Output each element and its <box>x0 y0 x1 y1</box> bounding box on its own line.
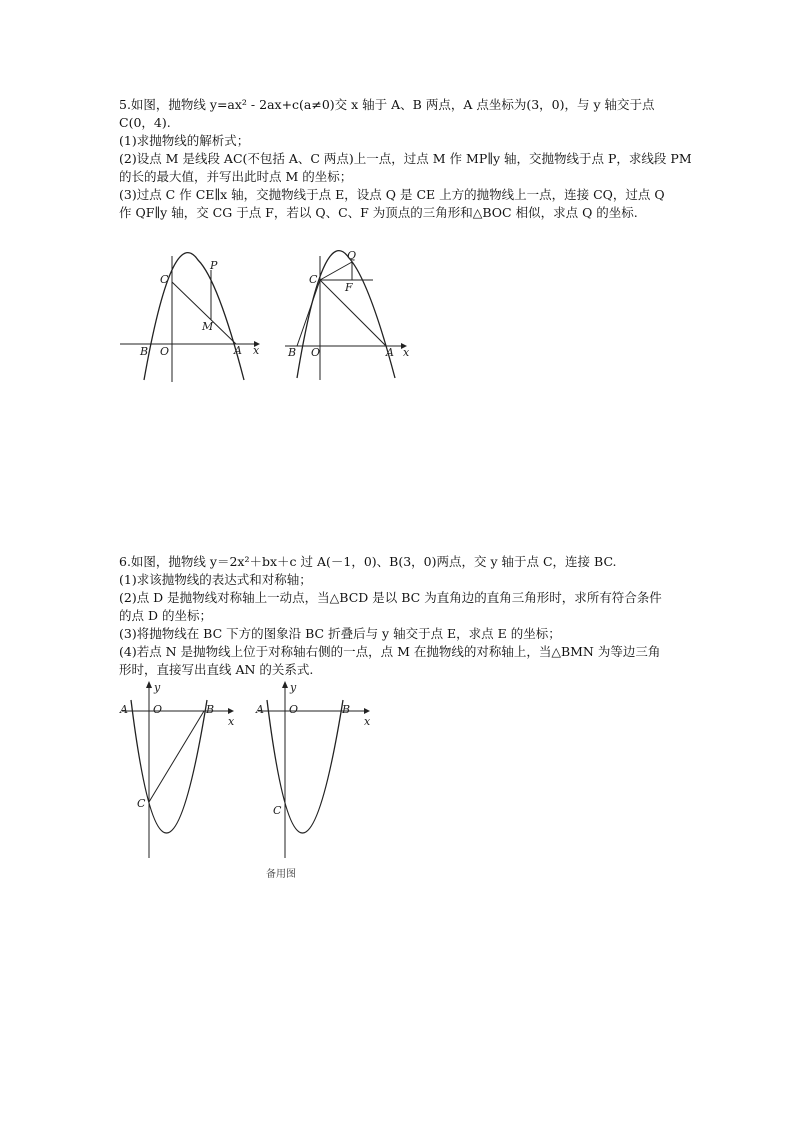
problem-6 <box>119 553 704 679</box>
problem-6-question-4-line2: 形时，直接写出直线 AN 的关系式. <box>119 662 314 677</box>
label-y: y <box>290 681 297 694</box>
label-M: M <box>202 320 214 333</box>
figure-5-left <box>118 250 268 385</box>
problem-6-stem: 6.如图，抛物线 y＝2x²＋bx＋c 过 A(－1，0)、B(3，0)两点，交 y 轴于点 C，连接 BC. <box>119 554 617 569</box>
label-C: C <box>309 273 318 286</box>
problem-6-question-1: (1)求该抛物线的表达式和对称轴； <box>119 572 312 587</box>
parabola <box>131 700 207 833</box>
label-y: y <box>154 681 161 694</box>
parabola <box>144 253 244 380</box>
label-F: F <box>345 281 353 294</box>
label-C: C <box>137 797 146 810</box>
label-A: A <box>234 344 242 357</box>
label-B: B <box>342 703 351 716</box>
segment-CA <box>172 282 236 344</box>
problem-5 <box>119 96 704 222</box>
problem-5-question-3-line2: 作 QF∥y 轴，交 CG 于点 F，若以 Q、C、F 为顶点的三角形和△BOC 相似，求点 Q 的坐标. <box>119 205 638 220</box>
problem-6-question-2-line1: (2)点 D 是抛物线对称轴上一动点，当△BCD 是以 BC 为直角边的直角三角形时，求所有符合条件 <box>119 590 662 605</box>
figure-5-right <box>283 250 413 385</box>
label-x: x <box>403 346 410 359</box>
label-x: x <box>228 715 235 728</box>
label-A: A <box>120 703 128 716</box>
label-A: A <box>386 346 394 359</box>
label-O: O <box>289 703 299 716</box>
segment-CB <box>297 280 320 346</box>
problem-6-question-3: (3)将抛物线在 BC 下方的图象沿 BC 折叠后与 y 轴交于点 E，求点 E 的坐标； <box>119 626 561 641</box>
problem-5-stem-line1: 5.如图，抛物线 y=ax² - 2ax+c(a≠0)交 x 轴于 A、B 两点，A 点坐标为(3，0)，与 y 轴交于点 <box>119 97 655 112</box>
problem-5-question-2-line1: (2)设点 M 是线段 AC(不包括 A、C 两点)上一点，过点 M 作 MP∥y 轴，交抛物线于点 P，求线段 PM <box>119 151 692 166</box>
x-axis-arrow <box>364 708 370 714</box>
label-B: B <box>140 345 149 358</box>
figure-6-right <box>254 680 379 860</box>
problem-5-question-2-line2: 的长的最大值，并写出此时点 M 的坐标； <box>119 169 353 184</box>
y-axis-arrow <box>282 681 288 688</box>
figure-6-left <box>118 680 243 860</box>
problem-6-question-4-line1: (4)若点 N 是抛物线上位于对称轴右侧的一点，点 M 在抛物线的对称轴上，当△BMN 为等边三角 <box>119 644 661 659</box>
label-x: x <box>364 715 371 728</box>
label-O: O <box>160 345 170 358</box>
segment-BC <box>149 711 204 802</box>
x-axis-arrow <box>228 708 234 714</box>
y-axis-arrow <box>146 681 152 688</box>
problem-5-question-3-line1: (3)过点 C 作 CE∥x 轴，交抛物线于点 E，设点 Q 是 CE 上方的抛物线上一点，连接 CQ，过点 Q <box>119 187 665 202</box>
label-C: C <box>273 804 282 817</box>
problem-6-question-2-line2: 的点 D 的坐标； <box>119 608 212 623</box>
label-O: O <box>311 346 321 359</box>
problem-5-question-1: (1)求抛物线的解析式； <box>119 133 250 148</box>
label-O: O <box>153 703 163 716</box>
label-C: C <box>160 273 169 286</box>
label-A: A <box>256 703 264 716</box>
label-x: x <box>253 344 260 357</box>
label-P: P <box>210 259 218 272</box>
label-Q: Q <box>347 249 357 262</box>
problem-5-stem-line2: C(0，4). <box>119 115 171 130</box>
label-B: B <box>206 703 215 716</box>
backup-figure-caption: 备用图 <box>266 869 296 880</box>
label-B: B <box>288 346 297 359</box>
